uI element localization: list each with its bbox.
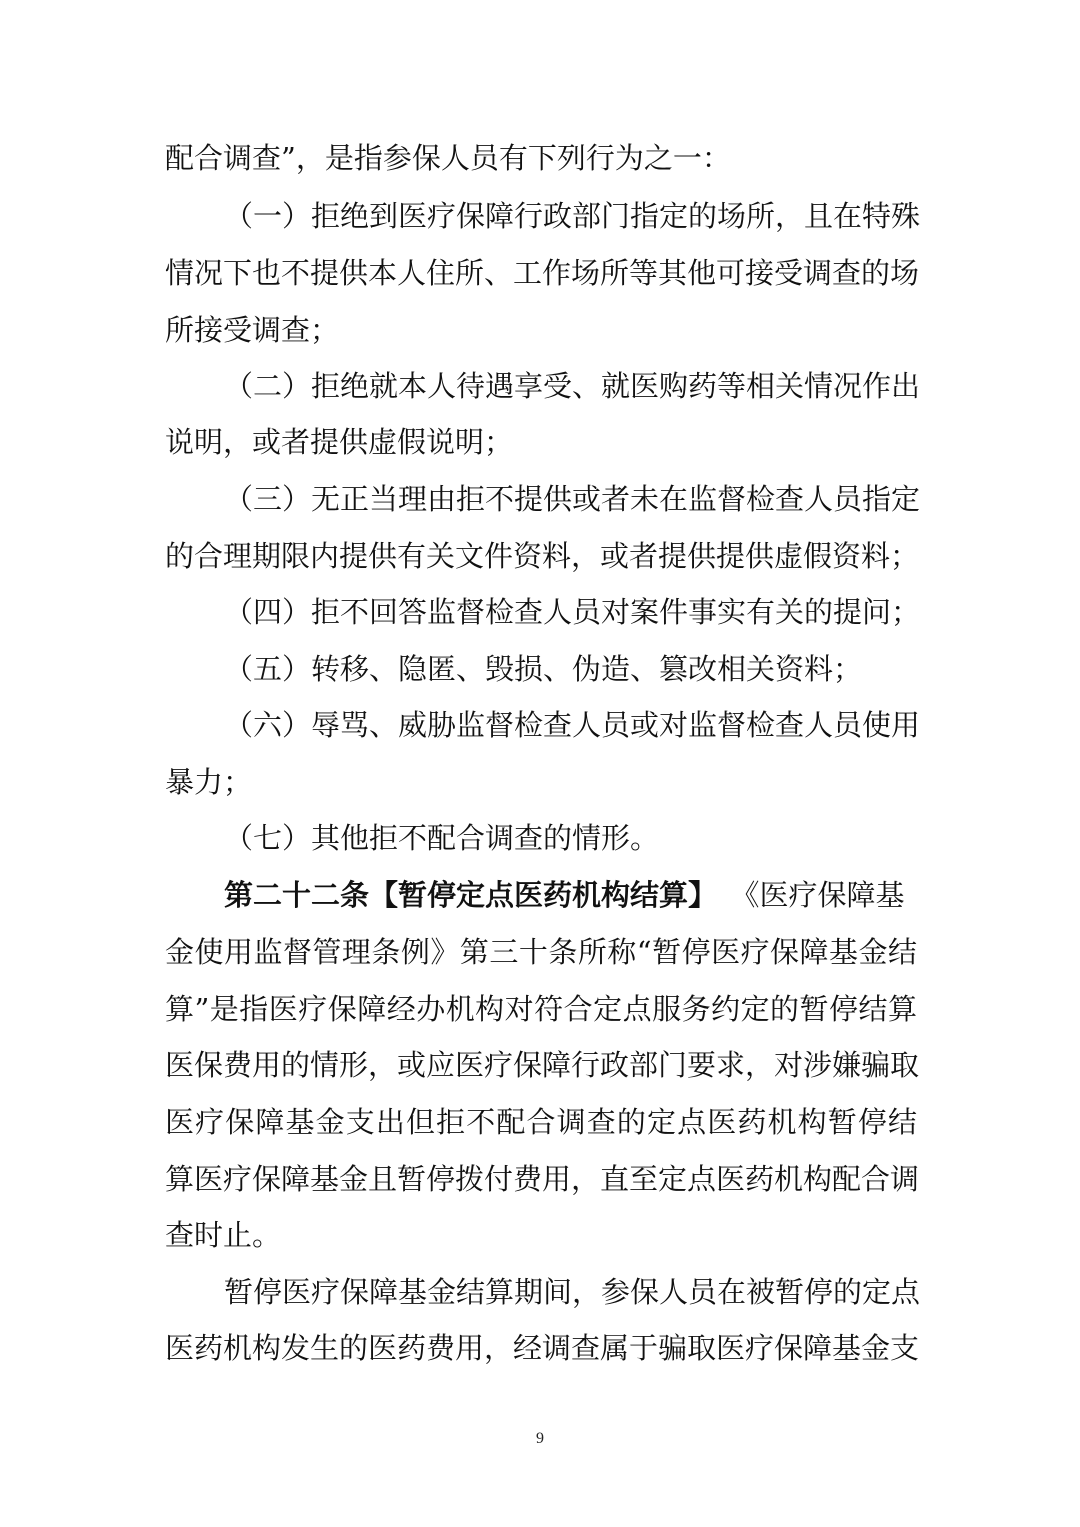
text-line: （三）无正当理由拒不提供或者未在监督检查人员指定	[224, 482, 921, 516]
text-line: 算医疗保障基金且暂停拨付费用，直至定点医药机构配合调	[165, 1162, 920, 1196]
text-line: （二）拒绝就本人待遇享受、就医购药等相关情况作出	[224, 369, 921, 403]
text-line: 暂停医疗保障基金结算期间，参保人员在被暂停的定点	[224, 1275, 921, 1309]
text-line: （七）其他拒不配合调查的情形。	[224, 821, 660, 855]
text-line: 暴力；	[165, 765, 253, 799]
text-line: （六）辱骂、威胁监督检查人员或对监督检查人员使用	[224, 708, 921, 742]
text-line: （一）拒绝到医疗保障行政部门指定的场所，且在特殊	[224, 199, 921, 233]
article-heading-line	[224, 875, 917, 915]
page-number: 9	[536, 1430, 544, 1447]
text-line: 医保费用的情形，或应医疗保障行政部门要求，对涉嫌骗取	[165, 1048, 920, 1082]
text-line: （五）转移、隐匿、毁损、伪造、篡改相关资料；	[224, 652, 863, 686]
text-line: 医药机构发生的医药费用，经调查属于骗取医疗保障基金支	[165, 1331, 920, 1365]
text-line: 说明，或者提供虚假说明；	[165, 425, 514, 459]
article-heading-continuation: 《医疗保障基	[745, 878, 905, 912]
text-line: 金使用监督管理条例》第三十条所称“暂停医疗保障基金结	[165, 935, 917, 969]
text-line: 的合理期限内提供有关文件资料，或者提供提供虚假资料；	[165, 539, 920, 573]
text-line: 医疗保障基金支出但拒不配合调查的定点医药机构暂停结	[165, 1105, 917, 1139]
text-line: 算”是指医疗保障经办机构对符合定点服务约定的暂停结算	[165, 992, 917, 1026]
text-line: （四）拒不回答监督检查人员对案件事实有关的提问；	[224, 595, 921, 629]
text-line: 查时止。	[165, 1218, 282, 1252]
text-line: 配合调查”，是指参保人员有下列行为之一：	[165, 141, 731, 175]
text-line: 所接受调查；	[165, 313, 340, 347]
article-heading: 第二十二条【暂停定点医药机构结算】	[224, 878, 718, 912]
text-line: 情况下也不提供本人住所、工作场所等其他可接受调查的场	[165, 256, 920, 290]
